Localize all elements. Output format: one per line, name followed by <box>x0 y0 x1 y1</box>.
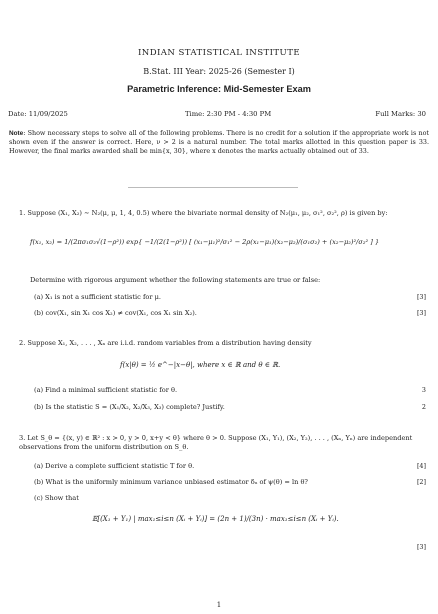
page-number: 1 <box>216 601 222 609</box>
q2-b-marks: 2 <box>421 403 426 411</box>
exam-date: Date: 11/09/2025 <box>8 110 68 118</box>
q1-b-marks: [3] <box>416 309 426 317</box>
divider <box>128 187 298 188</box>
q3-c-marks: [3] <box>416 543 426 551</box>
q1-part-b: (b) cov(X₁, sin X₁ cos X₂) ≠ cov(X₁, cos X₁ sin X₂). <box>34 309 197 317</box>
full-marks: Full Marks: 30 <box>375 110 426 118</box>
q1-intro: 1. Suppose (X₁, X₂) ∼ N₂(μ, μ, 1, 4, 0.5) where the bivariate normal density of N₂(μ₁, μ₂, σ₁², σ₂², ρ) is given by: <box>19 209 388 217</box>
exam-time: Time: 2:30 PM - 4:30 PM <box>185 110 272 118</box>
note-text: : Show necessary steps to solve all of the following problems. There is no credit for a solution if the appropriate work is not shown even if the answer is correct. Here, ν > 2 is a natural number. The total marks allotted in this question paper is 33. However, the final marks awarded shall be min{x, 30}, where x denotes the marks actually obtained out of 33. <box>9 129 429 156</box>
q2-intro: 2. Suppose X₁, X₂, . . . , Xₙ are i.i.d. random variables from a distribution having density <box>19 339 312 347</box>
program-line: B.Stat. III Year: 2025-26 (Semester I) <box>143 67 295 76</box>
exam-title: Parametric Inference: Mid-Semester Exam <box>127 84 311 94</box>
q3-part-a: (a) Derive a complete sufficient statistic T for θ. <box>34 462 195 470</box>
q3-c-formula: 𝔼[(X₁ + Y₁) | max₁≤i≤n (Xᵢ + Yᵢ)] = (2n + 1)/(3n) · max₁≤i≤n (Xᵢ + Yᵢ). <box>92 515 339 523</box>
q1-a-marks: [3] <box>416 293 426 301</box>
q2-density-formula: f(x|θ) = ½ e^−|x−θ|, where x ∈ ℝ and θ ∈ ℝ. <box>120 361 281 369</box>
instructions-note <box>9 129 429 156</box>
institute-name: INDIAN STATISTICAL INSTITUTE <box>137 48 300 58</box>
q1-part-a: (a) X₁ is not a sufficient statistic for μ. <box>34 293 161 301</box>
q3-part-b: (b) What is the uniformly minimum variance unbiased estimator δᵤ of ψ(θ) = ln θ? <box>34 478 308 486</box>
q2-a-marks: 3 <box>421 386 426 394</box>
q3-b-marks: [2] <box>416 478 426 486</box>
q3-intro: 3. Let S_θ = {(x, y) ∈ ℝ² : x > 0, y > 0, x+y < θ} where θ > 0. Suppose (X₁, Y₁), (X₂, Y₂), . . . , (Xₙ, Yₙ) are independent observations from the uniform distribution on S_θ. <box>19 434 413 452</box>
q3-part-c: (c) Show that <box>34 494 79 502</box>
q1-density-formula: f(x₁, x₂) = 1/(2πσ₁σ₂√(1−ρ²)) exp{ −1/(2(1−ρ²)) [ (x₁−μ₁)²/σ₁² − 2ρ(x₁−μ₁)(x₂−μ₂)/(σ₁σ₂) + (x₂−μ₂)²/σ₂² ] } <box>30 238 380 246</box>
note-label: Note <box>9 130 24 137</box>
q3-a-marks: [4] <box>416 462 426 470</box>
q2-part-a: (a) Find a minimal sufficient statistic for θ. <box>34 386 178 394</box>
q2-part-b: (b) Is the statistic S = (X₁/X₂, X₂/X₃, X₃) complete? Justify. <box>34 403 225 411</box>
q1-instruction: Determine with rigorous argument whether the following statements are true or false: <box>30 276 321 284</box>
